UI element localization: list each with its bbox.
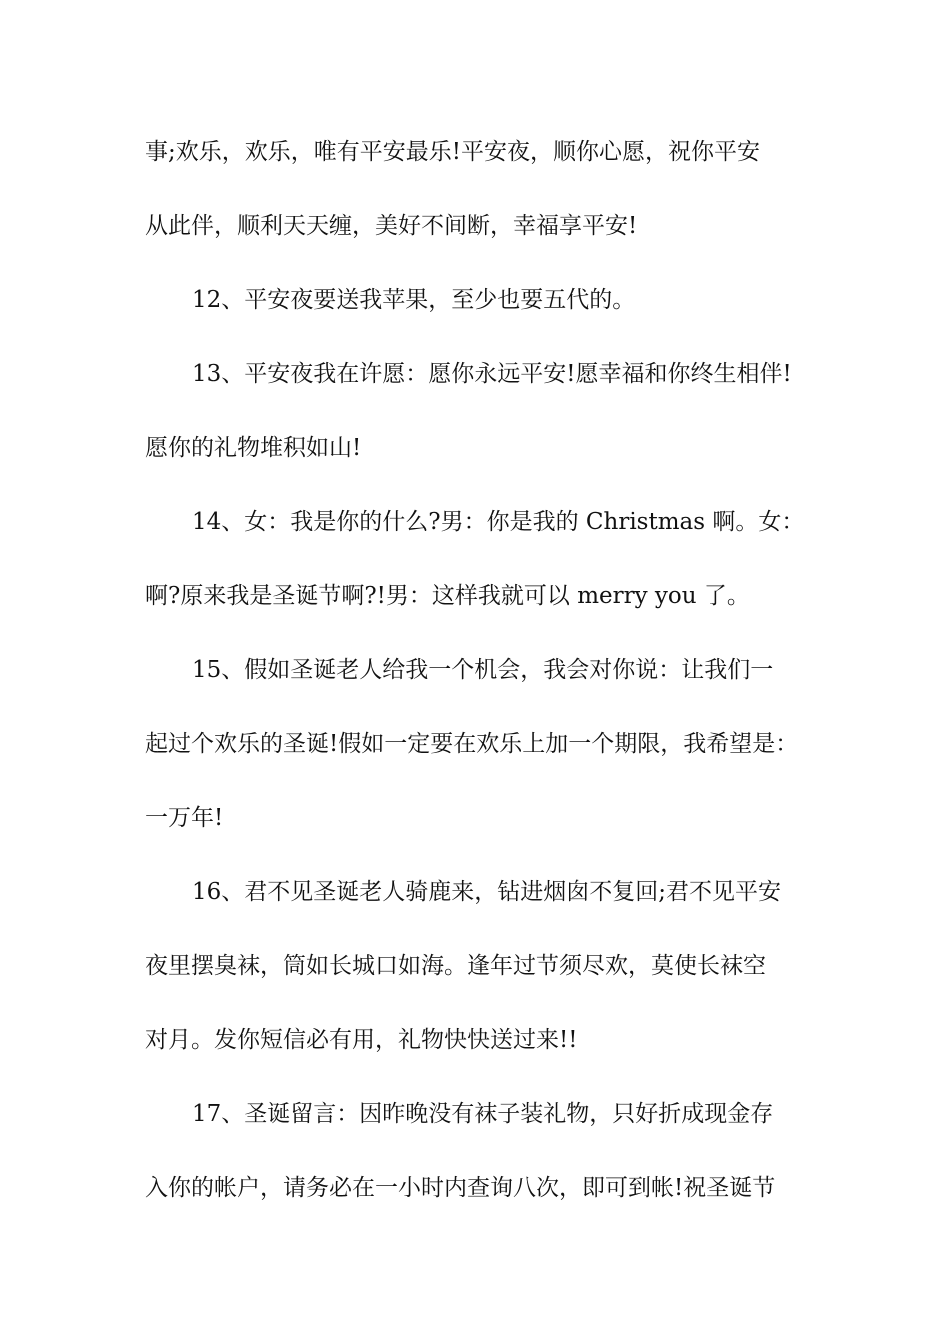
text-line: 夜里摆臭袜，筒如长城口如海。逢年过节须尽欢，莫使长袜空 xyxy=(145,953,766,979)
text-line: 一万年! xyxy=(145,805,224,831)
text-line: 入你的帐户，请务必在一小时内查询八次，即可到帐!祝圣诞节 xyxy=(145,1175,776,1201)
text-line: 事;欢乐，欢乐，唯有平安最乐!平安夜，顺你心愿，祝你平安 xyxy=(145,139,760,165)
text-line: 对月。发你短信必有用，礼物快快送过来!! xyxy=(145,1027,578,1053)
text-line: 15、假如圣诞老人给我一个机会，我会对你说：让我们一 xyxy=(192,657,774,683)
text-line: 14、女：我是你的什么?男：你是我的 Christmas 啊。女： xyxy=(192,509,805,535)
text-line: 17、圣诞留言：因昨晚没有袜子装礼物，只好折成现金存 xyxy=(192,1101,774,1127)
text-line: 起过个欢乐的圣诞!假如一定要在欢乐上加一个期限，我希望是： xyxy=(145,731,799,757)
text-line: 16、君不见圣诞老人骑鹿来，钻进烟囱不复回;君不见平安 xyxy=(192,879,782,905)
text-line: 愿你的礼物堆积如山! xyxy=(145,435,362,461)
document-body xyxy=(145,125,825,1235)
text-line: 啊?原来我是圣诞节啊?!男：这样我就可以 merry you 了。 xyxy=(145,583,750,609)
text-line: 从此伴，顺利天天缠，美好不间断，幸福享平安! xyxy=(145,213,638,239)
text-line: 13、平安夜我在许愿：愿你永远平安!愿幸福和你终生相伴! xyxy=(192,361,792,387)
text-line: 12、平安夜要送我苹果，至少也要五代的。 xyxy=(192,287,636,313)
